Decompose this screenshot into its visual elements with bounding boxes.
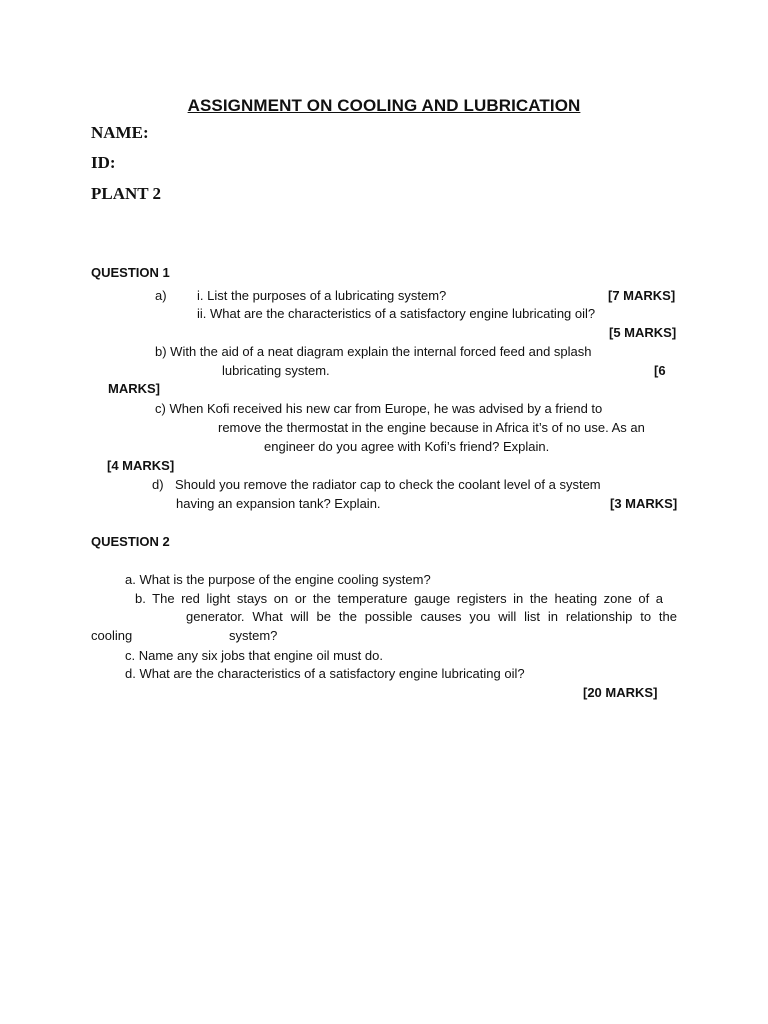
q1-b-line-1: b) With the aid of a neat diagram explain the internal forced feed and splash — [155, 344, 592, 359]
q2-b-line-2: generator. What will be the possible causes you will list in relationship to the — [186, 609, 677, 624]
q1-c-line-3: engineer do you agree with Kofi’s friend? Explain. — [264, 439, 550, 454]
plant-field-label: PLANT 2 — [91, 184, 162, 203]
q2-b-line-3b: system? — [229, 628, 278, 643]
q1-b-marks-part-2: MARKS] — [108, 381, 160, 396]
q1-b-line-2: lubricating system. — [222, 363, 330, 378]
q2-a-text: a. What is the purpose of the engine cooling system? — [125, 572, 431, 587]
q1-c-line-2: remove the thermostat in the engine because in Africa it’s of no use. As an — [218, 420, 645, 435]
question-1-heading: QUESTION 1 — [91, 265, 170, 280]
q1-b-marks-part-1: [6 — [654, 363, 666, 378]
document-title: ASSIGNMENT ON COOLING AND LUBRICATION — [187, 96, 581, 115]
question-2-heading: QUESTION 2 — [91, 534, 170, 549]
q1-d-line-1: Should you remove the radiator cap to check the coolant level of a system — [175, 477, 601, 492]
q2-b-line-1: b. The red light stays on or the temperature gauge registers in the heating zone of a — [135, 591, 663, 606]
q2-c-text: c. Name any six jobs that engine oil must do. — [125, 648, 383, 663]
q1-a-i-marks: [7 MARKS] — [608, 288, 676, 303]
id-field-label: ID: — [91, 153, 116, 172]
q2-b-line-3a: cooling — [91, 628, 133, 643]
q1-d-marks: [3 MARKS] — [610, 496, 678, 511]
name-field-label: NAME: — [91, 123, 149, 142]
q1-a-i-text: i. List the purposes of a lubricating system? — [197, 288, 447, 303]
q1-c-marks: [4 MARKS] — [107, 458, 175, 473]
q1-a-ii-marks: [5 MARKS] — [609, 325, 677, 340]
q1-d-line-2: having an expansion tank? Explain. — [176, 496, 381, 511]
q1-d-label: d) — [152, 477, 164, 492]
q2-d-text: d. What are the characteristics of a satisfactory engine lubricating oil? — [125, 666, 525, 681]
q2-marks: [20 MARKS] — [583, 685, 658, 700]
q1-a-label: a) — [155, 288, 167, 303]
q1-a-ii-text: ii. What are the characteristics of a satisfactory engine lubricating oil? — [197, 306, 596, 321]
q1-c-line-1: c) When Kofi received his new car from Europe, he was advised by a friend to — [155, 401, 603, 416]
